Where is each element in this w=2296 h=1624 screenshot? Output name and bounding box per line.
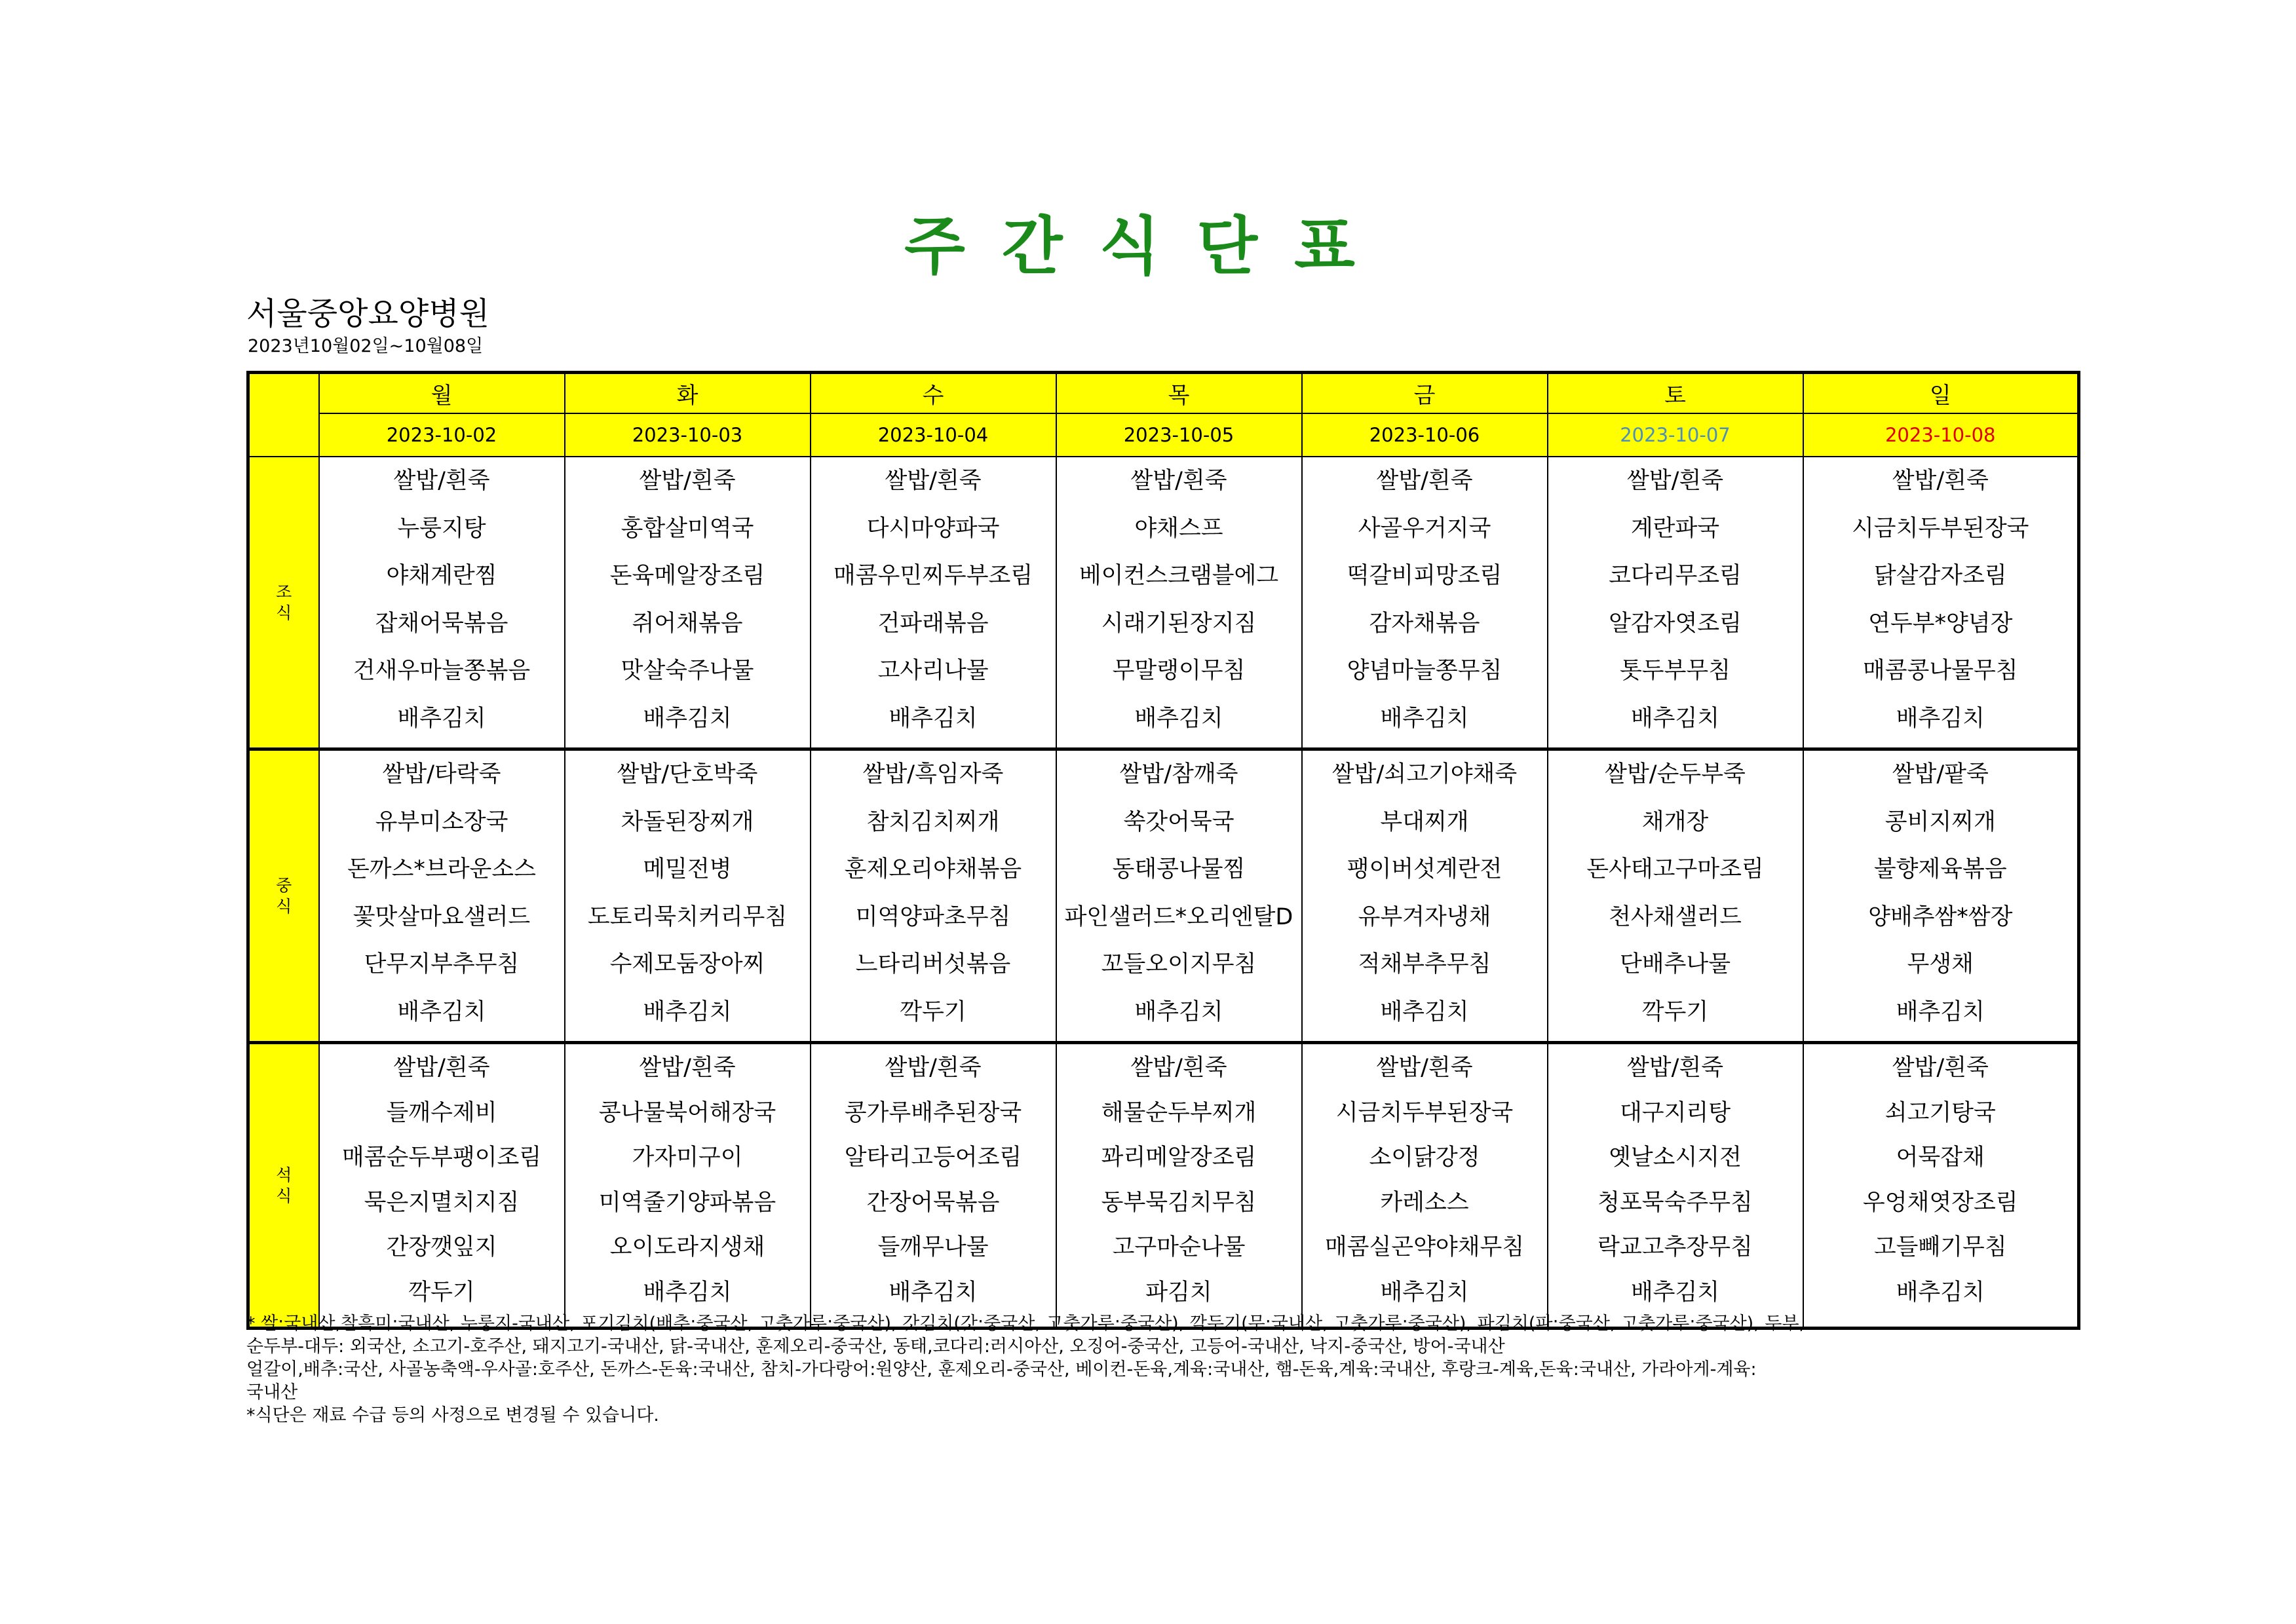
meal-label-lunch — [248, 749, 319, 1043]
meal-label-char: 식 — [276, 1186, 292, 1205]
menu-item: 배추김치 — [1896, 998, 1985, 1025]
day-name-sun: 일 — [1803, 373, 2079, 414]
menu-cell-lunch-sat — [1548, 749, 1803, 1043]
menu-item: 시래기된장지짐 — [1101, 610, 1257, 637]
menu-cell-dinner-mon — [319, 1043, 565, 1329]
menu-cell-dinner-wed — [811, 1043, 1056, 1329]
menu-item: 간장어묵볶음 — [866, 1189, 1000, 1216]
menu-item: 쌀밥/흰죽 — [1626, 468, 1724, 494]
menu-cell-dinner-sat — [1548, 1043, 1803, 1329]
menu-item: 오이도라지생채 — [609, 1234, 765, 1260]
menu-item: 쌀밥/타락죽 — [382, 761, 501, 787]
menu-item: 단무지부추무침 — [364, 951, 520, 977]
menu-item: 배추김치 — [1380, 998, 1469, 1025]
menu-cell-lunch-wed — [811, 749, 1056, 1043]
menu-item: 무생채 — [1907, 951, 1974, 977]
menu-item: 시금치두부된장국 — [1335, 1099, 1514, 1126]
menu-item: 배추김치 — [643, 1279, 732, 1306]
menu-cell-breakfast-fri — [1302, 457, 1548, 749]
menu-cell-breakfast-sat — [1548, 457, 1803, 749]
menu-item: 베이컨스크램블에그 — [1079, 563, 1279, 589]
meal-label-char: 식 — [276, 896, 292, 916]
menu-item: 참치김치찌개 — [866, 808, 1000, 835]
menu-item: 부대찌개 — [1380, 808, 1469, 835]
date-sat: 2023-10-07 — [1548, 413, 1803, 457]
menu-item: 락교고추장무침 — [1598, 1234, 1753, 1260]
weekly-menu-table — [246, 371, 2080, 1330]
menu-item: 감자채볶음 — [1369, 610, 1480, 637]
menu-item: 쌀밥/흑임자죽 — [862, 761, 1004, 787]
menu-period: 2023년10월02일~10월08일 — [248, 336, 484, 356]
menu-item: 배추김치 — [397, 998, 486, 1025]
menu-item: 깍두기 — [1641, 998, 1709, 1025]
menu-item: 쌀밥/흰죽 — [393, 468, 490, 494]
menu-item: 배추김치 — [1380, 1279, 1469, 1306]
menu-cell-dinner-tue — [565, 1043, 811, 1329]
menu-item: 쌀밥/흰죽 — [885, 468, 982, 494]
menu-cell-lunch-thu — [1056, 749, 1302, 1043]
date-fri: 2023-10-06 — [1302, 413, 1548, 457]
page-title: 주간식단표 — [904, 210, 1392, 283]
meal-row-dinner — [248, 1043, 2079, 1329]
menu-item: 배추김치 — [1896, 1279, 1985, 1306]
menu-item: 쌀밥/흰죽 — [1892, 468, 1989, 494]
date-mon: 2023-10-02 — [319, 413, 565, 457]
day-name-sat: 토 — [1548, 373, 1803, 414]
menu-item: 잡채어묵볶음 — [375, 610, 508, 637]
menu-item: 쌀밥/쇠고기야채죽 — [1331, 761, 1518, 787]
menu-item: 메밀전병 — [643, 856, 732, 882]
menu-item: 누룽지탕 — [397, 515, 486, 542]
menu-item: 양념마늘쫑무침 — [1347, 658, 1502, 684]
menu-item: 배추김치 — [643, 998, 732, 1025]
menu-item: 돈육메알장조림 — [609, 563, 765, 589]
date-sun: 2023-10-08 — [1803, 413, 2079, 457]
menu-item: 시금치두부된장국 — [1852, 515, 2029, 542]
menu-item: 쌀밥/흰죽 — [1376, 468, 1473, 494]
menu-item: 묵은지멸치지짐 — [364, 1189, 520, 1216]
menu-item: 매콤실곤약야채무침 — [1324, 1234, 1525, 1260]
menu-item: 깍두기 — [408, 1279, 475, 1306]
menu-cell-dinner-thu — [1056, 1043, 1302, 1329]
menu-item: 매콤콩나물무침 — [1862, 658, 2018, 684]
menu-item: 쌀밥/흰죽 — [885, 1055, 982, 1081]
menu-item: 맛살숙주나물 — [621, 658, 754, 684]
day-name-fri: 금 — [1302, 373, 1548, 414]
menu-item: 다시마양파국 — [866, 515, 1000, 542]
menu-item: 배추김치 — [1630, 1279, 1720, 1306]
menu-item: 배추김치 — [1134, 998, 1223, 1025]
menu-item: 콩가루배추된장국 — [844, 1099, 1022, 1126]
menu-item: 쑥갓어묵국 — [1123, 808, 1234, 835]
menu-item: 간장깻잎지 — [386, 1234, 497, 1260]
menu-item: 쌀밥/흰죽 — [1376, 1055, 1473, 1081]
menu-item: 유부겨자냉채 — [1358, 903, 1491, 930]
menu-item: 알타리고등어조림 — [844, 1144, 1022, 1171]
date-wed: 2023-10-04 — [811, 413, 1056, 457]
menu-item: 배추김치 — [889, 705, 978, 732]
menu-item: 배추김치 — [1896, 705, 1985, 732]
note-line: * 쌀:국내산,찰흑미:국내산, 누룽지-국내산, 포기김치(배추:중국산, 고춧가루:중국산), 갓김치(갓:중국산, 고춧가루:중국산), 깍두기(무:국내산, 고춧가루:중국산), 파김치(파:중국산, 고춧가루:중국산), 두부, — [246, 1313, 1805, 1334]
menu-item: 꽈리메알장조림 — [1101, 1144, 1257, 1171]
menu-item: 닭살감자조림 — [1873, 563, 2007, 589]
note-line: *식단은 재료 수급 등의 사정으로 변경될 수 있습니다. — [246, 1405, 659, 1426]
menu-item: 홍합살미역국 — [621, 515, 754, 542]
menu-cell-dinner-sun — [1803, 1043, 2079, 1329]
menu-item: 쌀밥/흰죽 — [1130, 1055, 1227, 1081]
menu-cell-lunch-fri — [1302, 749, 1548, 1043]
menu-item: 동부묵김치무침 — [1101, 1189, 1257, 1216]
menu-cell-lunch-tue — [565, 749, 811, 1043]
menu-item: 알감자엿조림 — [1609, 610, 1742, 637]
meal-label-breakfast — [248, 457, 319, 749]
menu-item: 사골우거지국 — [1358, 515, 1491, 542]
menu-cell-breakfast-tue — [565, 457, 811, 749]
menu-item: 건새우마늘쫑볶음 — [353, 658, 531, 684]
note-line: 국내산 — [246, 1382, 298, 1403]
hospital-name: 서울중앙요양병원 — [246, 295, 489, 332]
menu-cell-lunch-mon — [319, 749, 565, 1043]
menu-item: 쌀밥/순두부죽 — [1605, 761, 1746, 787]
meal-label-dinner — [248, 1043, 319, 1329]
menu-item: 야채스프 — [1134, 515, 1223, 542]
menu-item: 채개장 — [1641, 808, 1709, 835]
menu-item: 도토리묵치커리무침 — [587, 903, 788, 930]
menu-item: 고들빼기무침 — [1873, 1234, 2007, 1260]
menu-item: 적채부추무침 — [1358, 951, 1491, 977]
menu-item: 쥐어채볶음 — [632, 610, 743, 637]
menu-item: 매콤순두부팽이조림 — [341, 1144, 542, 1171]
menu-item: 콩비지찌개 — [1885, 808, 1996, 835]
menu-item: 야채계란찜 — [386, 563, 497, 589]
menu-item: 미역양파초무침 — [855, 903, 1011, 930]
menu-item: 고구마순나물 — [1112, 1234, 1246, 1260]
menu-item: 배추김치 — [889, 1279, 978, 1306]
menu-cell-breakfast-sun — [1803, 457, 2079, 749]
menu-item: 쌀밥/흰죽 — [1626, 1055, 1724, 1081]
menu-item: 코다리무조림 — [1609, 563, 1742, 589]
table-corner — [248, 373, 319, 457]
menu-cell-lunch-sun — [1803, 749, 2079, 1043]
menu-item: 대구지리탕 — [1619, 1099, 1731, 1126]
menu-item: 쌀밥/흰죽 — [639, 468, 736, 494]
menu-item: 미역줄기양파볶음 — [598, 1189, 776, 1216]
menu-item: 꼬들오이지무침 — [1101, 951, 1257, 977]
menu-cell-dinner-fri — [1302, 1043, 1548, 1329]
meal-label-char: 조 — [276, 582, 292, 601]
menu-item: 동태콩나물찜 — [1112, 856, 1246, 882]
menu-item: 꽃맛살마요샐러드 — [353, 903, 531, 930]
note-line: 얼갈이,배추:국산, 사골농축액-우사골:호주산, 돈까스-돈육:국내산, 참치-가다랑어:원양산, 훈제오리-중국산, 베이컨-돈육,계육:국내산, 햄-돈육,계육:국내산, 후랑크-계육,돈육:국내산, 가라아게-계육: — [246, 1359, 1757, 1380]
menu-cell-breakfast-wed — [811, 457, 1056, 749]
menu-item: 카레소스 — [1380, 1189, 1469, 1216]
day-name-wed: 수 — [811, 373, 1056, 414]
menu-cell-breakfast-thu — [1056, 457, 1302, 749]
menu-item: 배추김치 — [643, 705, 732, 732]
menu-item: 가자미구이 — [632, 1144, 743, 1171]
menu-item: 돈까스*브라운소스 — [347, 856, 536, 882]
menu-item: 고사리나물 — [877, 658, 989, 684]
menu-item: 단배추나물 — [1619, 951, 1731, 977]
menu-item: 들깨수제비 — [386, 1099, 497, 1126]
menu-item: 불향제육볶음 — [1873, 856, 2007, 882]
menu-item: 쌀밥/흰죽 — [639, 1055, 736, 1081]
menu-item: 차돌된장찌개 — [621, 808, 754, 835]
date-tue: 2023-10-03 — [565, 413, 811, 457]
menu-item: 유부미소장국 — [375, 808, 508, 835]
menu-item: 쌀밥/단호박죽 — [617, 761, 758, 787]
menu-item: 콩나물북어해장국 — [598, 1099, 776, 1126]
meal-label-char: 석 — [276, 1165, 292, 1184]
menu-item: 배추김치 — [1630, 705, 1720, 732]
menu-item: 쌀밥/흰죽 — [1892, 1055, 1989, 1081]
note-line: 순두부-대두: 외국산, 소고기-호주산, 돼지고기-국내산, 닭-국내산, 훈제오리-중국산, 동태,코다리:러시아산, 오징어-중국산, 고등어-국내산, 낙지-중국산, 방어-국내산 — [246, 1336, 1505, 1357]
meal-label-char: 식 — [276, 603, 292, 622]
menu-item: 무말랭이무침 — [1112, 658, 1246, 684]
menu-item: 떡갈비피망조림 — [1347, 563, 1502, 589]
meal-label-char: 중 — [276, 875, 292, 895]
menu-item: 건파래볶음 — [877, 610, 989, 637]
menu-item: 파김치 — [1145, 1279, 1212, 1306]
menu-item: 연두부*양념장 — [1868, 610, 2013, 637]
menu-item: 계란파국 — [1630, 515, 1720, 542]
day-name-mon: 월 — [319, 373, 565, 414]
menu-item: 매콤우민찌두부조림 — [833, 563, 1033, 589]
menu-item: 쌀밥/팥죽 — [1892, 761, 1989, 787]
date-thu: 2023-10-05 — [1056, 413, 1302, 457]
menu-item: 들깨무나물 — [877, 1234, 989, 1260]
menu-item: 훈제오리야채볶음 — [844, 856, 1022, 882]
menu-item: 배추김치 — [1134, 705, 1223, 732]
menu-item: 느타리버섯볶음 — [855, 951, 1011, 977]
menu-item: 쇠고기탕국 — [1885, 1099, 1996, 1126]
menu-item: 톳두부무침 — [1619, 658, 1731, 684]
menu-item: 천사채샐러드 — [1609, 903, 1742, 930]
menu-item: 파인샐러드*오리엔탈D — [1064, 903, 1293, 930]
menu-item: 배추김치 — [397, 705, 486, 732]
menu-cell-breakfast-mon — [319, 457, 565, 749]
menu-item: 쌀밥/흰죽 — [1130, 468, 1227, 494]
menu-item: 깍두기 — [900, 998, 966, 1025]
day-name-tue: 화 — [565, 373, 811, 414]
menu-item: 팽이버섯계란전 — [1347, 856, 1502, 882]
day-name-thu: 목 — [1056, 373, 1302, 414]
origin-notes — [246, 1312, 2081, 1427]
menu-item: 쌀밥/참깨죽 — [1119, 761, 1238, 787]
menu-item: 옛날소시지전 — [1609, 1144, 1742, 1171]
menu-item: 수제모둠장아찌 — [609, 951, 765, 977]
menu-item: 우엉채엿장조림 — [1862, 1189, 2018, 1216]
menu-item: 어묵잡채 — [1896, 1144, 1985, 1171]
meal-row-breakfast — [248, 457, 2079, 749]
menu-item: 청포묵숙주무침 — [1598, 1189, 1753, 1216]
menu-item: 배추김치 — [1380, 705, 1469, 732]
menu-item: 양배추쌈*쌈장 — [1868, 903, 2013, 930]
menu-item: 쌀밥/흰죽 — [393, 1055, 490, 1081]
menu-item: 돈사태고구마조림 — [1586, 856, 1764, 882]
menu-item: 해물순두부찌개 — [1101, 1099, 1257, 1126]
meal-row-lunch — [248, 749, 2079, 1043]
menu-item: 소이닭강정 — [1369, 1144, 1480, 1171]
